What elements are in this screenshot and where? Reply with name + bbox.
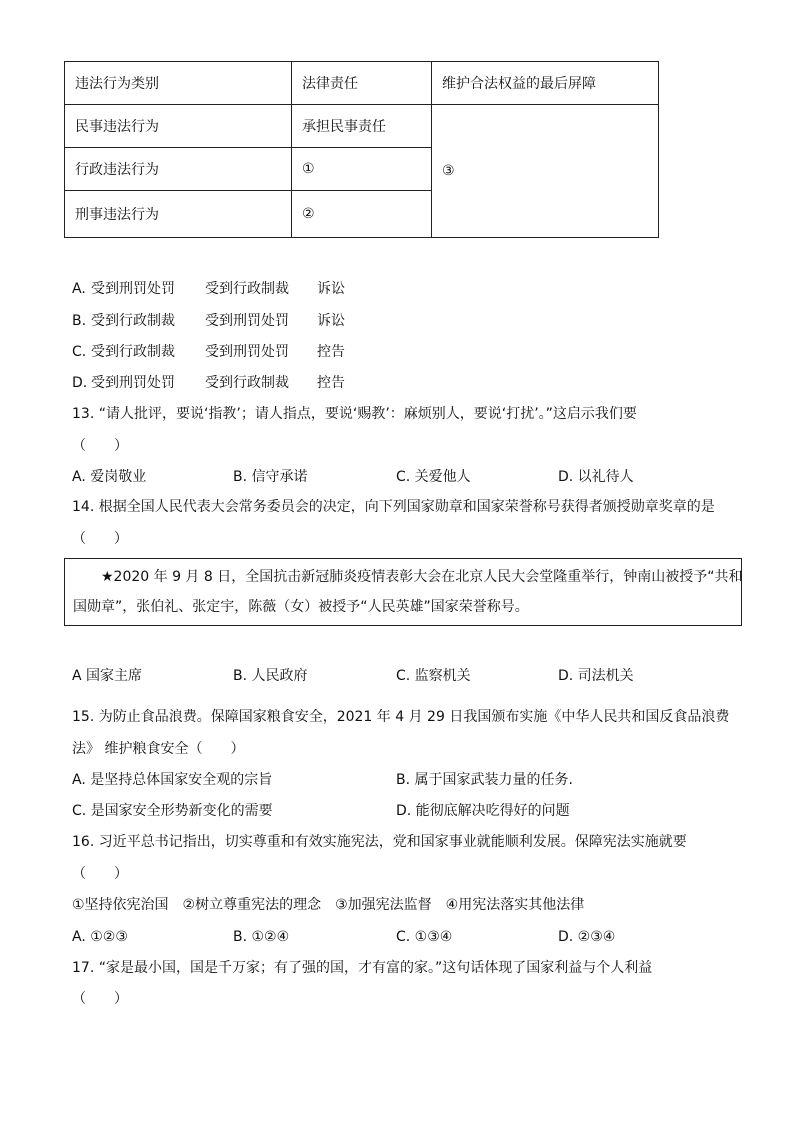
table-header-cell: 维护合法权益的最后屏障 bbox=[432, 62, 659, 105]
q14-answer-paren: （ ） bbox=[72, 531, 128, 547]
table-cell: ② bbox=[292, 191, 432, 238]
q13-option-d[interactable]: D. 以礼待人 bbox=[558, 469, 634, 485]
q15-option-d[interactable]: D. 能彻底解决吃得好的问题 bbox=[396, 803, 570, 819]
option-letter: D. bbox=[72, 375, 88, 391]
q14-material-box bbox=[64, 558, 742, 626]
q14-material-line: ★2020 年 9 月 8 日，全国抗击新冠肺炎疫情表彰大会在北京人民大会堂隆重举行，钟南山被授予“共和 bbox=[101, 569, 743, 585]
option-text: 受到刑罚处罚 bbox=[91, 281, 175, 297]
q14-option-c[interactable]: C. 监察机关 bbox=[396, 668, 471, 684]
q13-stem: 13. “请人批评，要说‘指教’；请人指点，要说‘赐教’：麻烦别人，要说‘打扰’。”这启示我们要 bbox=[72, 406, 637, 422]
q15-option-a[interactable]: A. 是坚持总体国家安全观的宗旨 bbox=[72, 772, 273, 788]
q17-stem: 17. “家是最小国，国是千万家；有了强的国，才有富的家。”这句话体现了国家利益与个人利益 bbox=[72, 960, 653, 976]
q16-answer-paren: （ ） bbox=[72, 866, 128, 882]
q14-material-line: 国勋章”，张伯礼、张定宇，陈薇（女）被授予“人民英雄”国家荣誉称号。 bbox=[73, 599, 529, 615]
table-merged-cell: ③ bbox=[432, 105, 659, 238]
q16-option-c[interactable]: C. ①③④ bbox=[396, 929, 453, 945]
q13-option-c[interactable]: C. 关爱他人 bbox=[396, 469, 471, 485]
option-letter: A. bbox=[72, 281, 86, 297]
table-row bbox=[65, 105, 659, 148]
table-header-cell: 违法行为类别 bbox=[65, 62, 292, 105]
option-text: 受到刑罚处罚 bbox=[205, 313, 289, 329]
q14-stem: 14. 根据全国人民代表大会常务委员会的决定，向下列国家勋章和国家荣誉称号获得者颁授勋章奖章的是 bbox=[72, 499, 715, 515]
q15-stem: 15. 为防止食品浪费。保障国家粮食安全，2021 年 4 月 29 日我国颁布实施《中华人民共和国反食品浪费 bbox=[72, 709, 730, 725]
table-cell: 承担民事责任 bbox=[292, 105, 432, 148]
option-letter: C. bbox=[72, 344, 87, 360]
table-cell: ① bbox=[292, 148, 432, 191]
option-text: 受到刑罚处罚 bbox=[91, 375, 175, 391]
q16-option-a[interactable]: A. ①②③ bbox=[72, 929, 128, 945]
table-cell: 刑事违法行为 bbox=[65, 191, 292, 238]
option-text: 受到行政制裁 bbox=[91, 344, 175, 360]
q14-option-a[interactable]: A 国家主席 bbox=[72, 668, 143, 684]
q15-option-b[interactable]: B. 属于国家武装力量的任务. bbox=[396, 772, 573, 788]
option-text: 诉讼 bbox=[317, 313, 345, 329]
q14-option-b[interactable]: B. 人民政府 bbox=[233, 668, 308, 684]
option-text: 控告 bbox=[317, 344, 345, 360]
option-letter: B. bbox=[72, 313, 87, 329]
q16-items: ①坚持依宪治国 ②树立尊重宪法的理念 ③加强宪法监督 ④用宪法落实其他法律 bbox=[72, 897, 585, 913]
q13-option-b[interactable]: B. 信守承诺 bbox=[233, 469, 308, 485]
table-header-row bbox=[65, 62, 659, 105]
q16-option-d[interactable]: D. ②③④ bbox=[558, 929, 616, 945]
q16-stem: 16. 习近平总书记指出，切实尊重和有效实施宪法，党和国家事业就能顺利发展。保障宪法实施就要 bbox=[72, 834, 687, 850]
q15-option-c[interactable]: C. 是国家安全形势新变化的需要 bbox=[72, 803, 273, 819]
option-text: 诉讼 bbox=[317, 281, 345, 297]
q15-stem-cont: 法》 维护粮食安全（ ） bbox=[72, 741, 245, 757]
option-text: 受到行政制裁 bbox=[91, 313, 175, 329]
option-text: 受到刑罚处罚 bbox=[205, 344, 289, 360]
table-cell: 民事违法行为 bbox=[65, 105, 292, 148]
table-header-cell: 法律责任 bbox=[292, 62, 432, 105]
option-text: 控告 bbox=[317, 375, 345, 391]
option-text: 受到行政制裁 bbox=[205, 375, 289, 391]
table-cell: 行政违法行为 bbox=[65, 148, 292, 191]
q13-answer-paren: （ ） bbox=[72, 438, 128, 454]
q13-option-a[interactable]: A. 爱岗敬业 bbox=[72, 469, 147, 485]
law-table bbox=[64, 61, 659, 238]
q16-option-b[interactable]: B. ①②④ bbox=[233, 929, 290, 945]
q14-option-d[interactable]: D. 司法机关 bbox=[558, 668, 634, 684]
q17-answer-paren: （ ） bbox=[72, 991, 128, 1007]
option-text: 受到行政制裁 bbox=[205, 281, 289, 297]
